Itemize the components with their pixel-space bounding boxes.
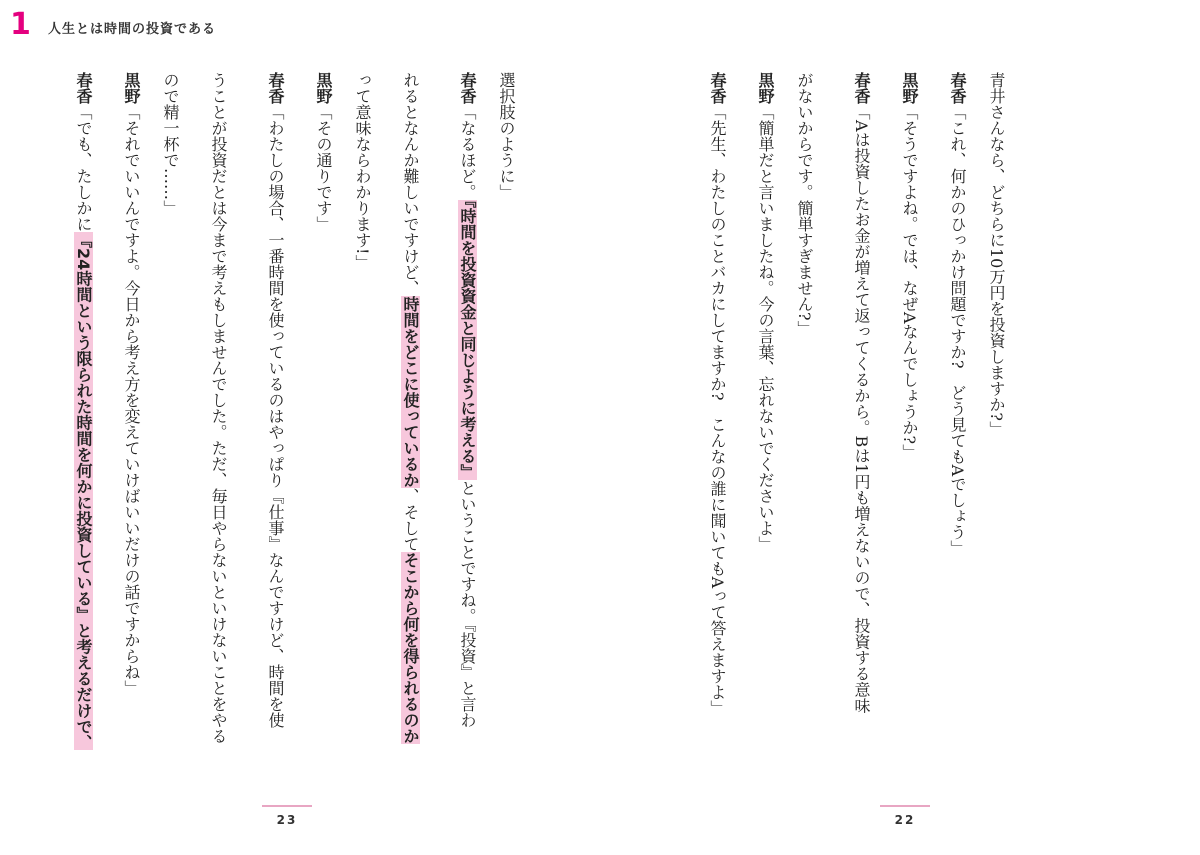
text-segment: 「でも、たしかに — [74, 104, 93, 232]
text-line — [194, 72, 242, 772]
highlighted-phrase: 『時間を投資資金と同じように考える』 — [458, 200, 477, 480]
text-segment: 「そうですよね。では、なぜAなんでしょうか?」 — [900, 104, 919, 461]
text-segment: 「簡単だと言いましたね。今の言葉、忘れないでくださいよ」 — [756, 104, 775, 552]
highlighted-phrase: そこから何を得られるのか — [401, 552, 420, 744]
text-line — [780, 72, 828, 772]
text-segment: 「その通りです」 — [314, 104, 333, 232]
text-line — [732, 72, 780, 772]
text-segment: 、そして — [401, 488, 420, 552]
page-23-text — [58, 72, 530, 772]
text-segment: 「これ、何かのひっかけ問題ですか? どう見てもAでしょう」 — [948, 104, 967, 557]
text-line — [338, 72, 386, 772]
text-segment: 「それでいいんですよ。今日から考え方を変えていけばいいだけの話ですからね」 — [122, 104, 141, 696]
speaker-label: 春香 — [948, 72, 967, 104]
chapter-title: 人生とは時間の投資である — [48, 22, 217, 37]
speaker-label: 春香 — [852, 72, 871, 104]
text-segment: ので精一杯で……」 — [161, 72, 180, 216]
text-segment: 「わたしの場合、一番時間を使っているのはやっぱり『仕事』なんですけど、時間を使 — [266, 104, 285, 728]
highlighted-phrase: 『24時間という限られた時間を何かに投資している』と考えるだけで、 — [74, 232, 93, 751]
page-number-23: 23 — [262, 805, 312, 827]
text-segment: 「なるほど。 — [458, 104, 477, 200]
text-line — [242, 72, 290, 772]
text-line — [98, 72, 146, 772]
page-22-text — [680, 72, 1020, 772]
speaker-label: 春香 — [74, 72, 93, 104]
text-segment: がないからです。簡単すぎません?」 — [795, 72, 814, 337]
speaker-label: 黒野 — [122, 72, 141, 104]
text-segment: 「Aは投資したお金が増えて返ってくるから。Bは1円も増えないので、投資する意味 — [852, 104, 871, 714]
text-segment: 青井さんなら、どちらに10万円を投資しますか?」 — [987, 72, 1006, 437]
chapter-number: 1 — [10, 7, 31, 42]
speaker-label: 黒野 — [900, 72, 919, 104]
speaker-label: 黒野 — [756, 72, 775, 104]
text-segment: ということですね。『投資』と言わ — [458, 480, 477, 728]
text-line — [58, 72, 98, 772]
speaker-label — [680, 72, 684, 104]
text-segment: 「先生、わたしのことバカにしてますか? こんなの誰に聞いてもAって答えますよ」 — [708, 104, 727, 717]
text-segment: うことが投資だとは今まで考えもしませんでした。ただ、毎日やらないといけないことをやる — [209, 72, 228, 744]
speaker-label: 春香 — [266, 72, 285, 104]
page-number-22: 22 — [880, 805, 930, 827]
text-line — [434, 72, 482, 772]
text-line — [386, 72, 434, 772]
speaker-label: 黒野 — [314, 72, 333, 104]
text-line — [146, 72, 194, 772]
text-line — [828, 72, 876, 772]
text-line — [972, 72, 1020, 772]
text-segment: れるとなんか難しいですけど、 — [401, 72, 420, 296]
text-line — [290, 72, 338, 772]
text-line — [876, 72, 924, 772]
text-line — [924, 72, 972, 772]
text-line — [684, 72, 732, 772]
speaker-label: 春香 — [708, 72, 727, 104]
text-segment: って意味ならわかります!」 — [353, 72, 372, 271]
text-line — [482, 72, 530, 772]
text-segment: 選択肢のように」 — [497, 72, 516, 200]
speaker-label: 春香 — [458, 72, 477, 104]
highlighted-phrase: 時間をどこに使っているか — [401, 296, 420, 488]
